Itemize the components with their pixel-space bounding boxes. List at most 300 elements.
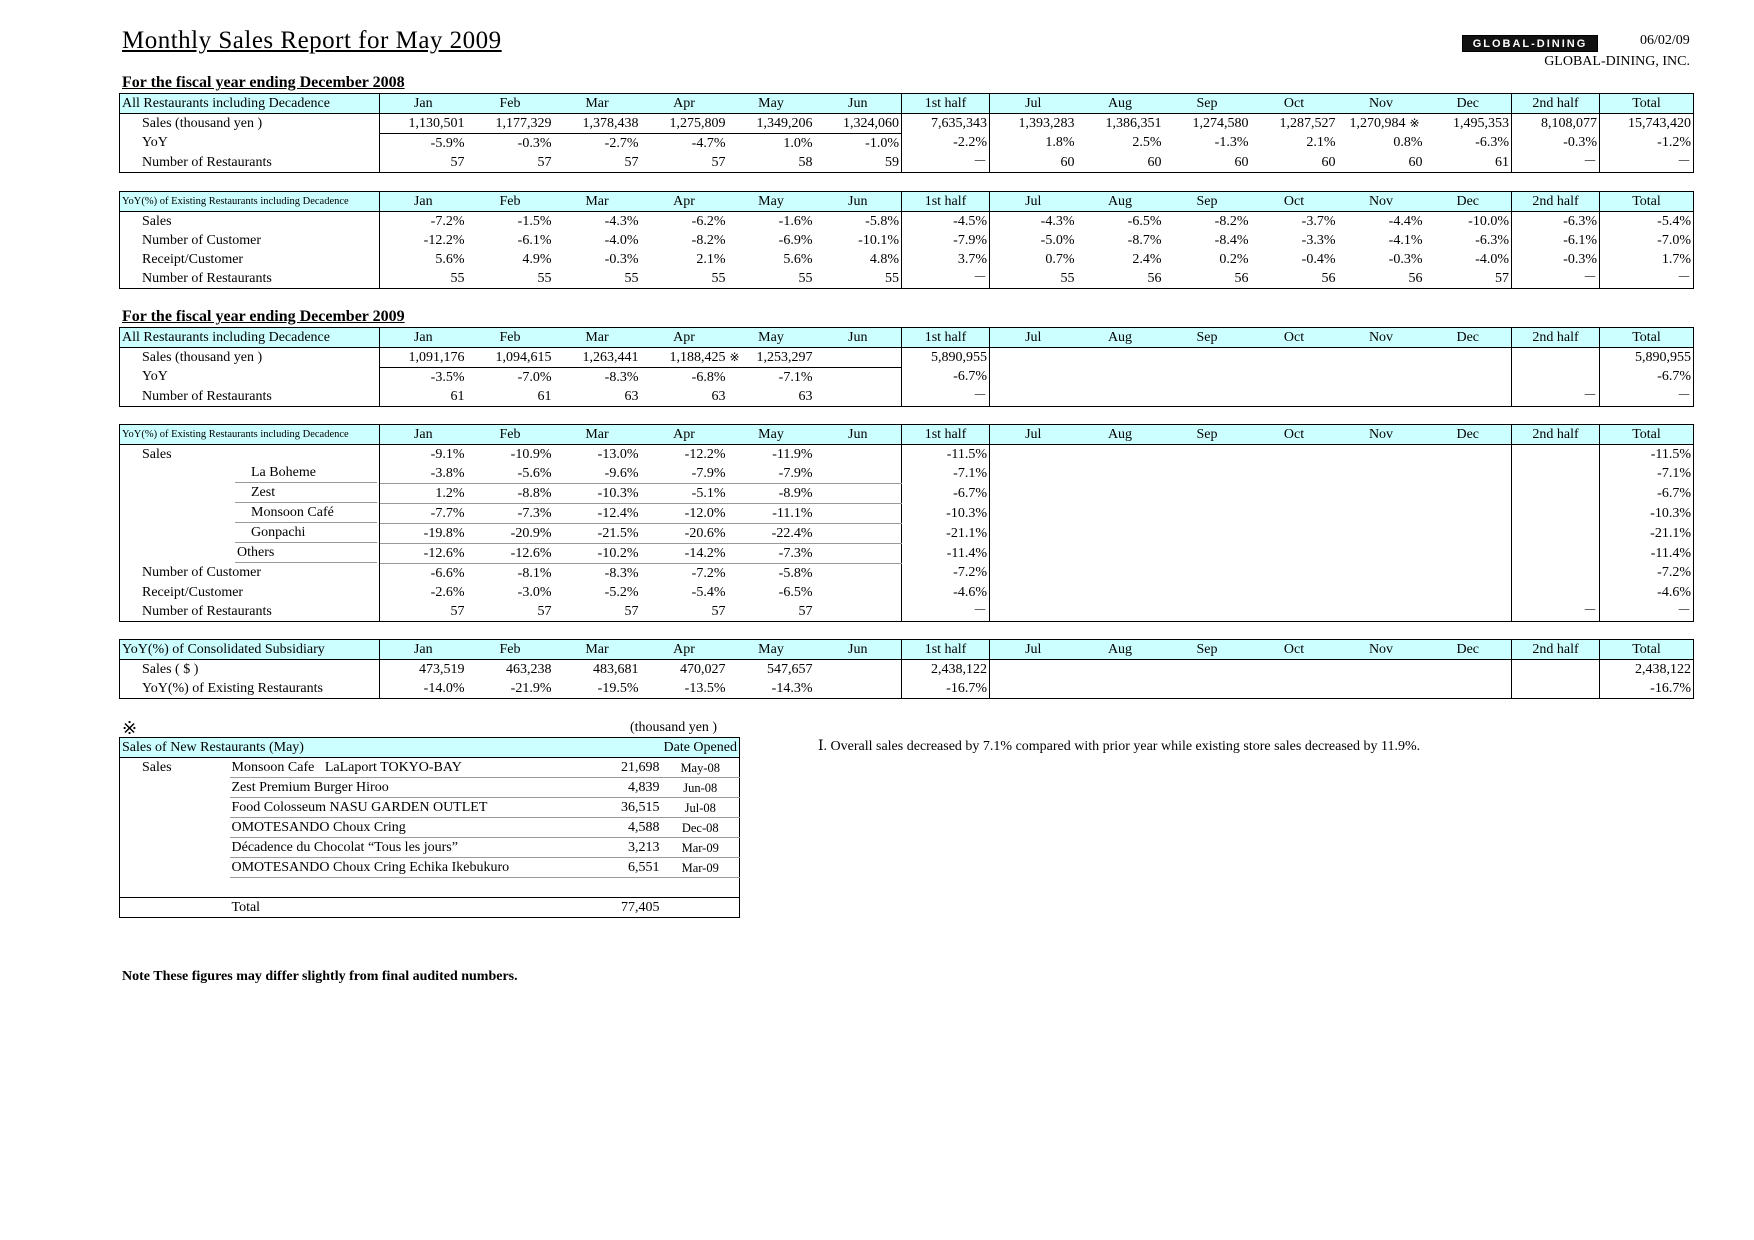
row-label-text: Number of Restaurants	[142, 154, 272, 170]
column-header: May	[728, 328, 815, 348]
cell-value: 547,657	[767, 661, 813, 677]
table-cell	[1077, 679, 1164, 699]
table-cell	[1251, 504, 1338, 524]
table-header-label: All Restaurants including Decadence	[120, 94, 380, 114]
cell-value: -8.2%	[691, 232, 726, 248]
table-cell	[1077, 212, 1164, 232]
table-cell	[641, 484, 728, 504]
table-row	[120, 153, 1694, 173]
row-label	[120, 818, 230, 838]
table-cell	[1600, 114, 1694, 134]
table-cell	[1425, 134, 1512, 154]
cell-value: -11.4%	[946, 545, 987, 561]
table-cell	[467, 269, 554, 289]
table-2009-all-restaurants	[119, 327, 1694, 407]
date-opened: Mar-09	[662, 858, 740, 878]
table-cell	[1512, 212, 1600, 232]
table-row	[120, 368, 1694, 388]
row-label	[120, 524, 380, 544]
date-opened: Mar-09	[662, 838, 740, 858]
table-cell	[1600, 269, 1694, 289]
table-cell	[1512, 134, 1600, 154]
restaurant-name: Zest Premium Burger Hiroo	[230, 778, 590, 798]
table-cell	[902, 583, 990, 602]
table-row	[120, 212, 1694, 232]
table-cell	[1425, 524, 1512, 544]
table-cell	[1164, 212, 1251, 232]
row-label	[120, 250, 380, 269]
table-cell	[1512, 250, 1600, 269]
table-cell	[380, 231, 467, 250]
table-cell	[380, 464, 467, 484]
cell-value: －	[973, 388, 987, 404]
table-cell	[641, 602, 728, 622]
table-cell	[641, 114, 728, 134]
table-header-row	[120, 640, 1694, 660]
table-cell	[1164, 134, 1251, 154]
cell-value: -5.4%	[1657, 213, 1691, 229]
row-label-text: YoY	[142, 369, 168, 385]
table-cell	[1338, 134, 1425, 154]
cell-value: -10.3%	[597, 485, 639, 501]
table-cell	[728, 348, 815, 368]
table-cell	[990, 484, 1077, 504]
cell-value: -20.6%	[684, 525, 726, 541]
cell-value: 56	[1147, 270, 1162, 286]
table-cell	[1600, 660, 1694, 680]
table-cell	[1077, 504, 1164, 524]
cell-value: -8.8%	[517, 485, 552, 501]
table-cell	[467, 387, 554, 407]
total-value: 77,405	[590, 898, 662, 918]
cell-value: -10.0%	[1468, 213, 1509, 229]
cell-value: -0.4%	[1301, 251, 1336, 267]
table-cell	[728, 679, 815, 699]
table-row	[120, 544, 1694, 564]
table-cell	[1512, 524, 1600, 544]
new-restaurants-unit: (thousand yen )	[630, 720, 718, 735]
table-cell	[554, 368, 641, 388]
column-header: Dec	[1425, 192, 1512, 212]
table-2009-consolidated-subsidiary	[119, 639, 1694, 699]
table-cell	[1425, 368, 1512, 388]
table-cell	[467, 564, 554, 584]
table-cell	[554, 387, 641, 407]
cell-value: -10.3%	[1650, 505, 1691, 521]
cell-value: -8.3%	[604, 565, 639, 581]
table-cell	[1512, 445, 1600, 465]
cell-value: -0.3%	[517, 135, 552, 151]
cell-value: -6.1%	[517, 232, 552, 248]
table-cell	[380, 134, 467, 154]
table-cell	[554, 660, 641, 680]
table-cell	[380, 679, 467, 699]
table-cell	[1512, 231, 1600, 250]
cell-value: 63	[798, 388, 813, 404]
table-cell	[815, 212, 902, 232]
restaurant-name: Food Colosseum NASU GARDEN OUTLET	[230, 798, 590, 818]
cell-value: -2.2%	[953, 135, 987, 151]
date-opened: Dec-08	[662, 818, 740, 838]
table-cell	[380, 445, 467, 465]
cell-value: -5.1%	[691, 485, 726, 501]
cell-value: -1.2%	[1657, 135, 1691, 151]
cell-value: 1.0%	[783, 135, 813, 151]
cell-value: 1.2%	[435, 485, 465, 501]
table-cell	[641, 660, 728, 680]
column-header: Jul	[990, 425, 1077, 445]
column-header: Total	[1600, 425, 1694, 445]
table-cell	[467, 583, 554, 602]
table-cell	[990, 368, 1077, 388]
table-cell	[902, 114, 990, 134]
cell-value: －	[1677, 603, 1691, 619]
cell-value: -20.9%	[510, 525, 552, 541]
cell-value: -3.5%	[430, 369, 465, 385]
table-cell	[1164, 269, 1251, 289]
cell-value: -5.2%	[604, 584, 639, 600]
cell-value: 56	[1234, 270, 1249, 286]
column-header: Apr	[641, 94, 728, 114]
column-header: 2nd half	[1512, 425, 1600, 445]
table-cell	[902, 368, 990, 388]
column-header: Feb	[467, 192, 554, 212]
cell-value: 0.7%	[1045, 251, 1075, 267]
table-cell	[1425, 464, 1512, 484]
table-cell	[1425, 484, 1512, 504]
table-cell	[467, 153, 554, 173]
row-label-text: Number of Restaurants	[142, 603, 272, 619]
column-header: Total	[1600, 94, 1694, 114]
table-cell	[1600, 445, 1694, 465]
cell-value: -6.5%	[778, 584, 813, 600]
cell-value: -0.3%	[1563, 251, 1597, 267]
column-header: Jul	[990, 328, 1077, 348]
column-header: Jun	[815, 640, 902, 660]
table-cell	[1251, 387, 1338, 407]
cell-value: -11.5%	[1650, 446, 1691, 462]
table-cell	[1164, 564, 1251, 584]
table-cell	[1251, 231, 1338, 250]
table-cell	[1164, 114, 1251, 134]
cell-value: -10.3%	[946, 505, 987, 521]
table-cell	[641, 250, 728, 269]
table-cell	[1425, 445, 1512, 465]
table-cell	[1077, 250, 1164, 269]
cell-value: 57	[798, 603, 813, 619]
cell-value: -1.0%	[865, 135, 899, 151]
cell-value: -0.3%	[1388, 251, 1423, 267]
cell-value: -4.6%	[1657, 584, 1691, 600]
table-cell	[467, 348, 554, 368]
table-cell	[990, 504, 1077, 524]
table-cell	[815, 348, 902, 368]
column-header: Sep	[1164, 192, 1251, 212]
table-cell	[815, 134, 902, 154]
total-date-spacer	[662, 898, 740, 918]
table-cell	[1600, 368, 1694, 388]
cell-value: -7.1%	[953, 465, 987, 481]
cell-value: 5.6%	[435, 251, 465, 267]
table-cell	[1251, 153, 1338, 173]
restaurant-name: Décadence du Chocolat “Tous les jours”	[230, 838, 590, 858]
table-cell	[1600, 504, 1694, 524]
cell-value: 56	[1321, 270, 1336, 286]
cell-value: 57	[711, 154, 726, 170]
total-label: Total	[230, 898, 590, 918]
date-opened: Jun-08	[662, 778, 740, 798]
cell-value: 55	[537, 270, 552, 286]
table-cell	[641, 544, 728, 564]
table-cell	[1425, 153, 1512, 173]
cell-value: -6.8%	[691, 369, 726, 385]
row-label	[120, 778, 230, 798]
table-cell	[902, 231, 990, 250]
cell-value: 0.2%	[1219, 251, 1249, 267]
cell-value: 483,681	[593, 661, 639, 677]
table-cell	[1164, 368, 1251, 388]
cell-value: 60	[1321, 154, 1336, 170]
date-opened: Jul-08	[662, 798, 740, 818]
table-cell	[641, 368, 728, 388]
cell-value: 0.8%	[1393, 135, 1423, 151]
cell-value: 61	[450, 388, 465, 404]
column-header: Apr	[641, 192, 728, 212]
blank-cell	[120, 878, 740, 898]
table-cell	[554, 524, 641, 544]
row-label	[120, 231, 380, 250]
cell-value: 5,890,955	[1635, 349, 1691, 365]
table-cell	[902, 250, 990, 269]
table-row	[120, 602, 1694, 622]
table-cell	[1251, 269, 1338, 289]
table-cell	[728, 504, 815, 524]
column-header: Mar	[554, 192, 641, 212]
table-cell	[554, 504, 641, 524]
cell-value: 1,274,580	[1192, 115, 1249, 131]
column-header: 1st half	[902, 425, 990, 445]
table-cell	[1425, 504, 1512, 524]
cell-value: -6.7%	[953, 485, 987, 501]
cell-value: 1,177,329	[495, 115, 552, 131]
column-header: May	[728, 640, 815, 660]
table-cell	[467, 544, 554, 564]
table-row	[120, 798, 740, 818]
table-cell	[990, 583, 1077, 602]
table-cell	[815, 269, 902, 289]
table-cell	[1077, 464, 1164, 484]
table-cell	[554, 231, 641, 250]
table-cell	[815, 250, 902, 269]
table-cell	[815, 464, 902, 484]
cell-value: 1,263,441	[582, 349, 639, 365]
restaurant-sales: 4,839	[590, 778, 662, 798]
table-cell	[1512, 464, 1600, 484]
cell-value: -6.7%	[1657, 369, 1691, 385]
table-cell	[380, 583, 467, 602]
cell-value: 463,238	[506, 661, 552, 677]
table-cell	[728, 387, 815, 407]
restaurant-sales: 6,551	[590, 858, 662, 878]
cell-value: -10.9%	[510, 446, 552, 462]
cell-value: 63	[711, 388, 726, 404]
column-header: Mar	[554, 328, 641, 348]
cell-value: 1.7%	[1661, 251, 1691, 267]
cell-value: -4.5%	[953, 213, 987, 229]
row-label	[120, 504, 380, 524]
table-cell	[641, 679, 728, 699]
table-cell	[902, 484, 990, 504]
cell-value: -12.2%	[684, 446, 726, 462]
table-cell	[1251, 368, 1338, 388]
cell-value: -5.4%	[691, 584, 726, 600]
table-cell	[1338, 368, 1425, 388]
cell-value: -12.4%	[597, 505, 639, 521]
cell-value: -19.8%	[423, 525, 465, 541]
cell-value: 1,349,206	[756, 115, 813, 131]
cell-value: -5.9%	[430, 135, 465, 151]
cell-value: -11.5%	[946, 446, 987, 462]
cell-value: -13.0%	[597, 446, 639, 462]
table-row	[120, 445, 1694, 465]
table-cell	[815, 660, 902, 680]
table-cell	[815, 679, 902, 699]
sub-label-wrap	[235, 464, 377, 483]
cell-value: -4.6%	[953, 584, 987, 600]
table-cell	[380, 368, 467, 388]
row-label	[120, 134, 380, 154]
total-spacer	[120, 898, 230, 918]
section-title-2009: For the fiscal year ending December 2009	[122, 308, 405, 325]
table-row	[120, 484, 1694, 504]
table-cell	[380, 212, 467, 232]
table-cell	[1600, 387, 1694, 407]
table-cell	[902, 544, 990, 564]
table-cell	[1251, 484, 1338, 504]
table-row	[120, 504, 1694, 524]
table-cell	[902, 504, 990, 524]
table-row	[120, 348, 1694, 368]
table-cell	[990, 524, 1077, 544]
table-cell	[1251, 583, 1338, 602]
row-label-text: Number of Customer	[142, 565, 261, 581]
cell-value: -4.3%	[1040, 213, 1075, 229]
table-cell	[467, 464, 554, 484]
column-header: Jun	[815, 94, 902, 114]
table-cell	[1164, 544, 1251, 564]
cell-value: 1,094,615	[495, 349, 552, 365]
table-cell	[1512, 269, 1600, 289]
table-cell	[1512, 544, 1600, 564]
table-header-label: YoY(%) of Existing Restaurants including Decadence	[120, 425, 380, 445]
table-header-row	[120, 738, 740, 758]
cell-value: -22.4%	[771, 525, 813, 541]
table-cell	[728, 153, 815, 173]
report-date: 06/02/09	[1640, 33, 1690, 48]
table-cell	[902, 153, 990, 173]
table-cell	[1077, 387, 1164, 407]
table-cell	[990, 464, 1077, 484]
table-cell	[1077, 445, 1164, 465]
table-cell	[641, 524, 728, 544]
table-cell	[728, 114, 815, 134]
cell-value: -14.3%	[771, 680, 813, 696]
table-cell	[1600, 134, 1694, 154]
table-cell	[1164, 679, 1251, 699]
table-cell	[380, 484, 467, 504]
table-cell	[1251, 212, 1338, 232]
column-header: Total	[1600, 328, 1694, 348]
table-cell	[815, 231, 902, 250]
column-header: Aug	[1077, 328, 1164, 348]
table-cell	[1338, 231, 1425, 250]
cell-value: 58	[798, 154, 813, 170]
cell-value: -14.2%	[684, 545, 726, 561]
table-cell	[990, 660, 1077, 680]
table-cell	[554, 445, 641, 465]
column-header: Aug	[1077, 425, 1164, 445]
column-header: Nov	[1338, 192, 1425, 212]
table-new-restaurants	[119, 737, 740, 918]
cell-value: -4.0%	[1475, 251, 1509, 267]
table-cell	[554, 269, 641, 289]
column-header: Nov	[1338, 640, 1425, 660]
table-cell	[1077, 544, 1164, 564]
table-cell	[1251, 602, 1338, 622]
cell-value: -10.1%	[858, 232, 899, 248]
cell-value: 2.5%	[1132, 135, 1162, 151]
table-cell	[1251, 524, 1338, 544]
table-cell	[1338, 484, 1425, 504]
column-header: Dec	[1425, 328, 1512, 348]
table-row	[120, 679, 1694, 699]
table-row	[120, 818, 740, 838]
table-cell	[1164, 153, 1251, 173]
column-header: May	[728, 94, 815, 114]
table-cell	[380, 114, 467, 134]
table-cell	[554, 679, 641, 699]
table-cell	[728, 544, 815, 564]
table-cell	[641, 387, 728, 407]
table-cell	[815, 445, 902, 465]
table-cell	[1338, 250, 1425, 269]
table-cell	[467, 250, 554, 269]
cell-value: -2.6%	[430, 584, 465, 600]
table-cell	[467, 484, 554, 504]
cell-value: 2.1%	[696, 251, 726, 267]
table-row	[120, 858, 740, 878]
cell-value: 473,519	[419, 661, 465, 677]
cell-value: -14.0%	[423, 680, 465, 696]
table-cell	[990, 231, 1077, 250]
row-label	[120, 114, 380, 134]
row-label	[120, 798, 230, 818]
cell-value: -6.3%	[1475, 232, 1509, 248]
cell-value: 61	[537, 388, 552, 404]
cell-value: -8.2%	[1214, 213, 1249, 229]
cell-value: 60	[1234, 154, 1249, 170]
table-row	[120, 464, 1694, 484]
table-cell	[728, 134, 815, 154]
table-cell	[554, 250, 641, 269]
cell-value: 60	[1147, 154, 1162, 170]
column-header: Oct	[1251, 425, 1338, 445]
table-cell	[1512, 153, 1600, 173]
cell-value: 2.1%	[1306, 135, 1336, 151]
row-label-text: YoY(%) of Existing Restaurants	[142, 680, 323, 696]
table-cell	[990, 269, 1077, 289]
row-label	[120, 269, 380, 289]
